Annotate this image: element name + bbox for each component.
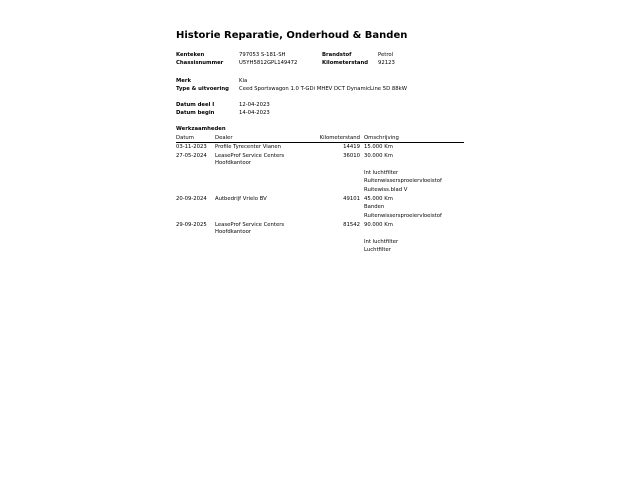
datum-begin-label: Datum begin xyxy=(176,110,215,116)
omschrijving-line: Ruitenwissersproeiervloeistof xyxy=(364,212,442,219)
werkzaamheden-heading: Werkzaamheden xyxy=(176,126,226,132)
merk-label: Merk xyxy=(176,78,191,84)
cell-omschrijving xyxy=(364,152,464,195)
omschrijving-line: Luchtfilter xyxy=(364,247,391,253)
chassis-label: Chassisnummer xyxy=(176,60,224,66)
werkzaamheden-table xyxy=(176,134,464,256)
cell-omschrijving xyxy=(364,143,464,153)
type-label: Type & uitvoering xyxy=(176,86,229,92)
cell-datum: 29-09-2025 xyxy=(176,221,207,228)
omschrijving-line: 15.000 Km xyxy=(364,143,393,150)
col-header-omschrijving: Omschrijving xyxy=(364,134,464,143)
omschrijving-line: 30.000 Km xyxy=(364,152,393,159)
omschrijving-line xyxy=(364,161,464,170)
chassis-value: U5YH5812GPL149472 xyxy=(239,60,298,66)
cell-dealer: Autbedrijf Vrielo BV xyxy=(215,195,267,202)
cell-km: 49101 xyxy=(343,195,360,202)
cell-km: 81542 xyxy=(343,221,360,228)
col-header-km: Kilometerstand xyxy=(318,134,364,143)
omschrijving-line: 90.000 Km xyxy=(364,221,393,228)
kenteken-label: Kenteken xyxy=(176,52,205,58)
kenteken-value: 797053 S-181-SH xyxy=(239,52,286,58)
omschrijving-line: Int luchtfilter xyxy=(364,169,399,176)
cell-datum: 03-11-2023 xyxy=(176,143,207,150)
omschrijving-line xyxy=(364,230,464,239)
col-header-dealer: Dealer xyxy=(215,134,318,143)
km-value: 92123 xyxy=(378,60,395,66)
col-header-datum: Datum xyxy=(176,134,215,143)
omschrijving-line: Ruitenwissersproeiervloeistof xyxy=(364,178,442,184)
table-row xyxy=(176,221,464,256)
table-row xyxy=(176,143,464,153)
omschrijving-line: Ruitewiss.blad V xyxy=(364,186,408,193)
cell-datum: 27-05-2024 xyxy=(176,152,207,159)
omschrijving-line: 45.000 Km xyxy=(364,195,393,202)
omschrijving-line: Int luchtfilter xyxy=(364,238,399,245)
cell-km: 14419 xyxy=(343,143,360,150)
cell-omschrijving xyxy=(364,221,464,256)
datum-begin-value: 14-04-2023 xyxy=(239,110,270,116)
datum-deel1-label: Datum deel I xyxy=(176,102,215,108)
table-row xyxy=(176,195,464,221)
cell-dealer: LeaseProf Service Centers Hoofdkantoor xyxy=(215,221,285,235)
table-header-row xyxy=(176,134,464,143)
km-label: Kilometerstand xyxy=(322,60,369,66)
type-value: Ceed Sportswagon 1.0 T-GDi MHEV DCT DynamicLine 5D 88kW xyxy=(239,86,407,92)
cell-omschrijving xyxy=(364,195,464,221)
datum-deel1-value: 12-04-2023 xyxy=(239,102,270,108)
merk-value: Kia xyxy=(239,78,248,84)
brandstof-value: Petrol xyxy=(378,52,394,58)
cell-dealer: Profile Tyrecenter Vianen xyxy=(215,143,281,150)
brandstof-label: Brandstof xyxy=(322,52,352,58)
cell-dealer: LeaseProf Service Centers Hoofdkantoor xyxy=(215,152,285,166)
cell-km: 36010 xyxy=(343,152,360,159)
cell-datum: 20-09-2024 xyxy=(176,195,207,202)
omschrijving-line: Banden xyxy=(364,204,385,210)
table-row xyxy=(176,152,464,195)
page-title: Historie Reparatie, Onderhoud & Banden xyxy=(176,30,408,41)
